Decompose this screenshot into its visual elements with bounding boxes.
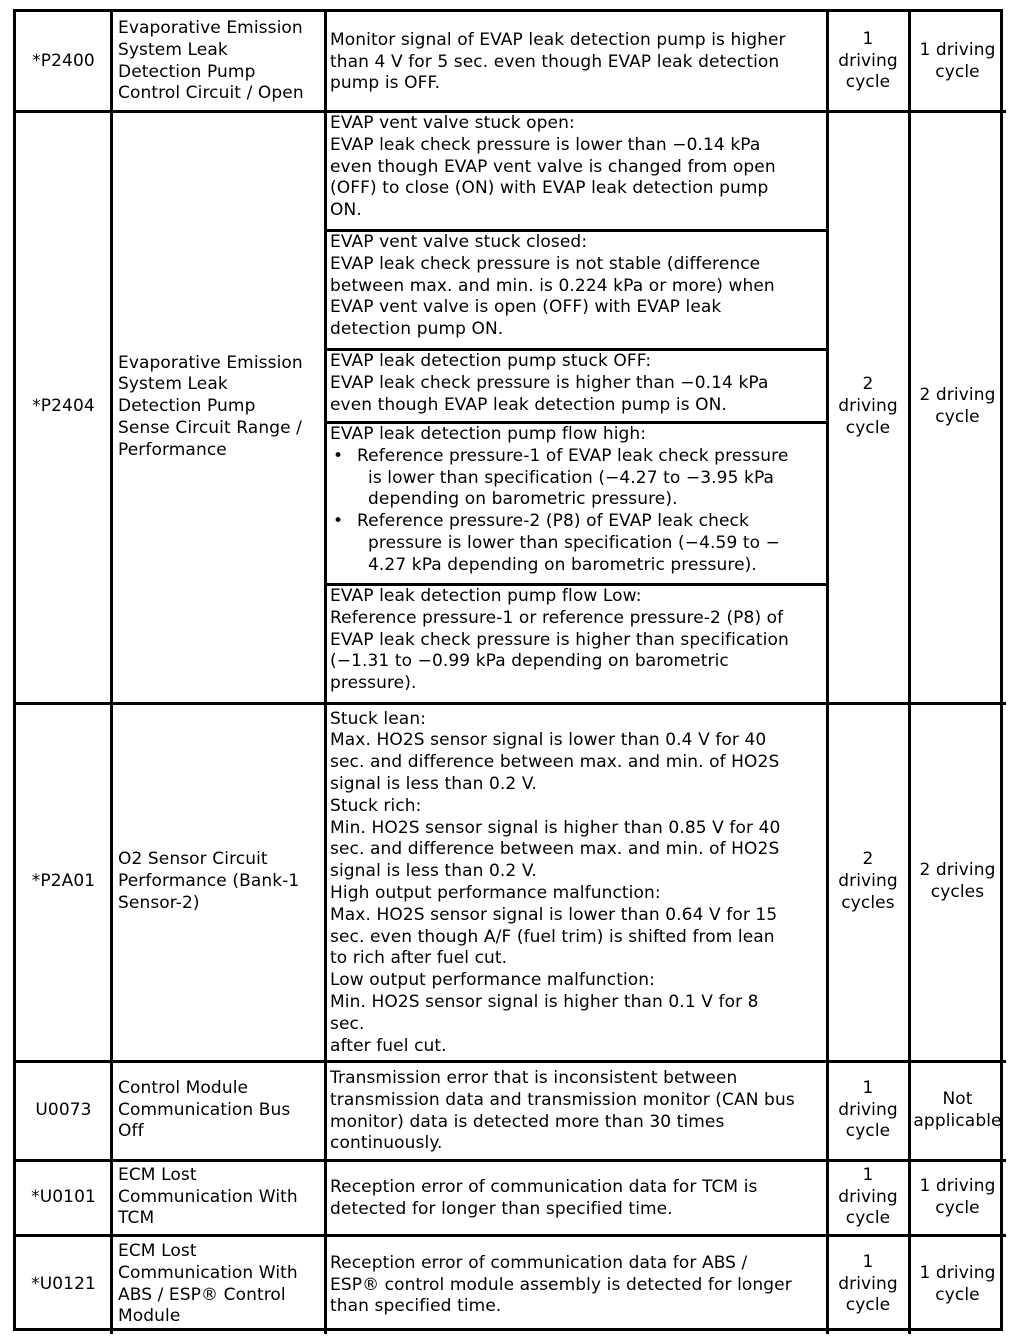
description-block [118,1078,290,1143]
condition-line: EVAP leak check pressure is lower than −0.14 kPa [330,134,761,155]
condition-line: after fuel cut. [330,1035,447,1056]
cycle-line: cycle [845,1208,891,1229]
dtc-code-text: *U0121 [31,1273,96,1294]
description-line: Performance (Bank-1 [118,871,300,892]
detecting-cycle [827,1235,909,1334]
dtc-code [16,12,111,111]
dtc-description [111,703,325,1061]
condition-line: continuously. [330,1133,443,1154]
detecting-cycle [827,1160,909,1235]
condition-line: Stuck rich: [330,795,422,816]
condition-line: sec. and difference between max. and min. of HO2S [330,752,780,773]
description-line: Evaporative Emission [118,352,303,373]
bullet-text [357,511,823,576]
cycle-line: 1 [862,1077,874,1098]
bullet-text [357,446,823,511]
condition-line: (OFF) to close (ON) with EVAP leak detection pump [330,178,769,199]
condition-line: Reference pressure-1 or reference pressure-2 (P8) of [330,607,784,628]
dtc-code-text: *P2A01 [31,871,96,892]
condition-line: transmission data and transmission monitor (CAN bus [330,1089,795,1110]
description-line: Communication Bus [118,1099,291,1120]
condition-line: Max. HO2S sensor signal is lower than 0.4 V for 40 [330,730,767,751]
detecting-condition [325,1061,827,1160]
cycle-line: cycle [935,1197,980,1218]
condition-line: signal is less than 0.2 V. [330,861,537,882]
cycle-line: 1 driving [919,1262,996,1283]
condition-line: Monitor signal of EVAP leak detection pump is higher [330,29,786,50]
condition-line: EVAP vent valve is open (OFF) with EVAP leak [330,297,722,318]
description-line: Detection Pump [118,396,256,417]
detecting-condition [325,1235,827,1334]
mil-cycle [909,703,1006,1061]
cycle-line: 2 [862,849,874,870]
cycle-line: driving [838,1186,898,1207]
detecting-cycle-text [838,374,898,439]
description-line: Sense Circuit Range / [118,417,302,438]
cycle-line: 1 [862,1251,874,1272]
bullet-icon: • [333,511,344,532]
detecting-cycle-text [838,849,898,914]
condition-line: EVAP leak check pressure is higher than −0.14 kPa [330,372,769,393]
condition-line: signal is less than 0.2 V. [330,774,537,795]
detecting-condition-sub [325,111,827,230]
condition-line: between max. and min. is 0.224 kPa or more) when [330,275,775,296]
column-divider [908,12,911,1334]
cycle-line: 1 driving [919,1175,996,1196]
cycle-line: 1 [862,28,874,49]
detecting-condition-sub [325,230,827,349]
description-line: Control Module [118,1077,249,1098]
description-block [118,849,299,914]
cycle-line: 1 driving [919,39,996,60]
bullet-line: Reference pressure-2 (P8) of EVAP leak check [357,511,749,532]
condition-line: than 4 V for 5 sec. even though EVAP leak detection [330,51,780,72]
mil-cycle-text [920,385,996,429]
condition-line: to rich after fuel cut. [330,948,508,969]
detecting-condition-sub [325,349,827,422]
condition-line: EVAP vent valve stuck closed: [330,232,588,252]
detecting-cycle [827,111,909,703]
description-line: Detection Pump [118,61,256,82]
dtc-code [16,1160,111,1235]
description-line: TCM [118,1208,155,1229]
dtc-description [111,12,325,111]
condition-line: Min. HO2S sensor signal is higher than 0.85 V for 40 [330,817,781,838]
column-divider [826,12,829,1334]
description-line: System Leak [118,39,228,60]
detecting-condition-sub [325,584,827,703]
condition-line: EVAP vent valve stuck open: [330,113,575,133]
dtc-code-text: *P2400 [32,50,95,71]
dtc-code [16,1235,111,1334]
description-line: O2 Sensor Circuit [118,849,268,870]
cycle-line: 2 [862,374,874,395]
condition-line: EVAP leak detection pump stuck OFF: [330,351,652,371]
mil-cycle [909,1160,1006,1235]
mil-cycle-text [920,1176,996,1220]
description-block [118,18,304,105]
condition-line: Max. HO2S sensor signal is lower than 0.64 V for 15 [330,904,778,925]
bullet-line: is lower than specification (−4.27 to −3.95 kPa [368,467,775,488]
bullet-item [330,446,823,511]
mil-cycle-text [920,860,996,904]
bullet-item [330,511,823,576]
condition-line: sec. even though A/F (fuel trim) is shifted from lean [330,926,775,947]
condition-line: pressure). [330,673,417,694]
bullet-line: 4.27 kPa depending on barometric pressure). [368,554,757,575]
dtc-code [16,1061,111,1160]
description-line: Evaporative Emission [118,17,303,38]
description-line: Control Circuit / Open [118,83,304,104]
description-line: Performance [118,439,227,460]
detecting-cycle [827,1061,909,1160]
condition-line: Low output performance malfunction: [330,970,656,991]
condition-line: (−1.31 to −0.99 kPa depending on barometric [330,651,729,672]
description-line: ABS / ESP® Control [118,1284,286,1305]
cycle-line: cycle [935,61,980,82]
cycle-line: driving [838,396,898,417]
mil-cycle-text [920,1263,996,1307]
detecting-cycle-text [838,1078,898,1143]
detecting-condition-sub [325,422,827,584]
detecting-cycle-text [838,29,898,94]
cycle-line: Not [942,1088,973,1109]
detecting-cycle-text [838,1252,898,1317]
cycle-line: driving [838,1099,898,1120]
description-line: Communication With [118,1262,298,1283]
bullet-icon: • [333,445,344,466]
detecting-cycle [827,703,909,1061]
condition-line: detection pump ON. [330,319,504,340]
dtc-description [111,1160,325,1235]
description-line: Off [118,1121,144,1142]
description-line: System Leak [118,374,228,395]
dtc-description [111,111,325,703]
description-line: ECM Lost [118,1164,197,1185]
cycle-line: 1 [862,1164,874,1185]
description-block [118,353,303,462]
detecting-condition [325,12,827,111]
description-line: Sensor-2) [118,892,200,913]
mil-cycle-text [920,40,996,84]
cycle-line: cycle [845,1295,891,1316]
mil-cycle [909,1235,1006,1334]
condition-line: Reception error of communication data for ABS / [330,1252,748,1273]
mil-cycle [909,111,1006,703]
description-block [118,1165,298,1230]
condition-line: Transmission error that is inconsistent between [330,1067,738,1088]
condition-line: monitor) data is detected more than 30 times [330,1111,725,1132]
condition-line: EVAP leak detection pump flow Low: [330,586,642,606]
detecting-cycle [827,12,909,111]
cycle-line: cycle [845,72,891,93]
condition-line: ESP® control module assembly is detected for longer [330,1274,792,1295]
bullet-line: Reference pressure-1 of EVAP leak check pressure [357,445,789,466]
description-block [118,1241,298,1328]
condition-line: EVAP leak check pressure is higher than specification [330,629,789,650]
detecting-condition [325,1160,827,1235]
column-divider [110,12,113,1334]
cycle-line: cycle [845,417,891,438]
condition-line: pump is OFF. [330,73,441,94]
condition-line: High output performance malfunction: [330,883,661,903]
cycle-line: driving [838,1273,898,1294]
dtc-code [16,703,111,1061]
condition-line: EVAP leak check pressure is not stable (difference [330,253,761,274]
description-line: Communication With [118,1186,298,1207]
dtc-code-text: *P2404 [32,396,95,417]
cycle-line: 2 driving [919,860,996,881]
cycle-line: cycles [930,882,985,902]
description-line: ECM Lost [118,1240,197,1261]
dtc-description [111,1061,325,1160]
detecting-cycle-text [838,1165,898,1230]
condition-line: Reception error of communication data for TCM is [330,1176,758,1197]
cycle-line: cycles [841,892,895,913]
cycle-line: cycle [935,1284,980,1305]
condition-heading: EVAP leak detection pump flow high: [330,424,647,444]
dtc-code [16,111,111,703]
cycle-line: driving [838,50,898,71]
mil-cycle-text [913,1089,1001,1133]
cycle-line: applicable [913,1110,1002,1131]
bullet-line: depending on barometric pressure). [368,489,678,510]
condition-line: sec. [330,1013,365,1034]
mil-cycle [909,1061,1006,1160]
dtc-table [13,9,1003,1331]
condition-line: detected for longer than specified time. [330,1198,673,1219]
condition-line: even though EVAP leak detection pump is ON. [330,394,727,415]
cycle-line: cycle [845,1121,891,1142]
cycle-line: cycle [935,407,980,427]
condition-line: Min. HO2S sensor signal is higher than 0.1 V for 8 [330,991,759,1012]
condition-line: ON. [330,200,362,221]
cycle-line: driving [838,871,898,892]
condition-line: than specified time. [330,1296,502,1317]
dtc-code-text: *U0101 [31,1186,96,1207]
condition-line: Stuck lean: [330,708,427,729]
cycle-line: 2 driving [919,385,996,406]
column-divider [324,12,327,1334]
condition-line: even though EVAP vent valve is changed from open [330,156,776,177]
detecting-condition [325,703,827,1061]
condition-line: sec. and difference between max. and min. of HO2S [330,839,780,860]
dtc-description [111,1235,325,1334]
bullet-line: pressure is lower than specification (−4.59 to − [368,532,780,553]
description-line: Module [118,1306,181,1327]
dtc-code-text: U0073 [35,1099,92,1120]
mil-cycle [909,12,1006,111]
